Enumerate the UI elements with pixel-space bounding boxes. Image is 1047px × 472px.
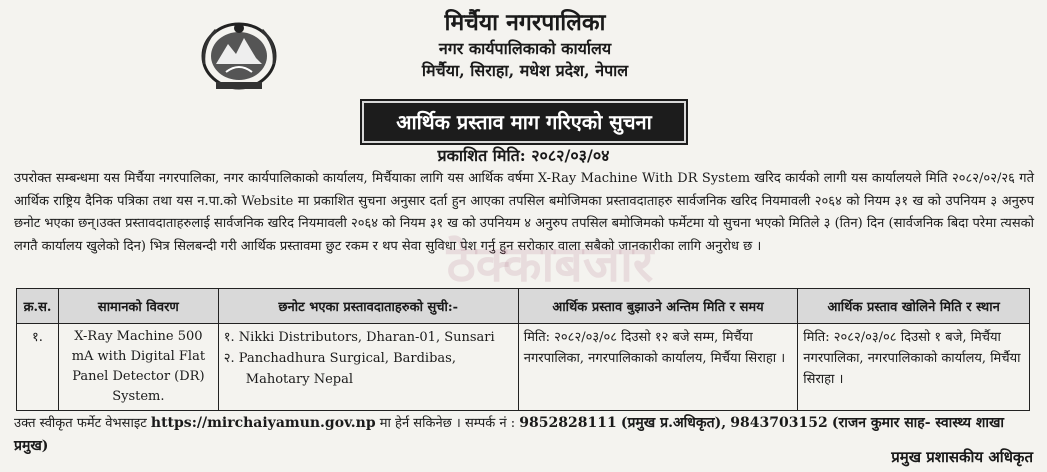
footer-text: मा हेर्न सकिनेछ । सम्पर्क नं :: [379, 416, 516, 431]
office-name: नगर कार्यपालिकाको कार्यालय: [438, 39, 612, 58]
watermark: ठेक्काबजार: [446, 235, 654, 293]
supplier-table: [16, 288, 1030, 411]
nepal-government-emblem-icon: [196, 14, 282, 92]
cell-deadline: मिति: २०८२/०३/०८ दिउसो १२ बजे सम्म, मिर्चैया नगरपालिका, नगरपालिकाको कार्यालय, मिर्चैया सिराहा ।: [518, 324, 798, 411]
supplier-item: २. Panchadhura Surgical, Bardibas,: [223, 351, 456, 366]
cell-item-description: X-Ray Machine 500 mA with Digital Flat Panel Detector (DR) System.: [58, 324, 218, 411]
organization-name: मिर्चैया नगरपालिका: [444, 9, 606, 36]
phone-number: 9843703152: [730, 415, 828, 431]
website-link[interactable]: https://mirchaiyamun.gov.np: [150, 415, 376, 431]
supplier-item: १. Nikki Distributors, Dharan-01, Sunsari: [223, 330, 495, 345]
notice-title-banner: आर्थिक प्रस्ताव माग गरिएको सुचना: [362, 101, 686, 143]
office-address: मिर्चैया, सिराहा, मधेश प्रदेश, नेपाल: [421, 61, 629, 80]
phone-number: 9852828111: [519, 415, 617, 431]
cell-sn: १.: [17, 324, 59, 411]
published-date: प्रकाशित मिति: २०८२/०३/०४: [437, 146, 610, 165]
col-header-suppliers: छनोट भएका प्रस्तावदाताहरुको सुची:-: [218, 289, 518, 324]
col-header-deadline: आर्थिक प्रस्ताव बुझाउने अन्तिम मिति र समय: [518, 289, 798, 324]
table-row: [17, 324, 1030, 411]
signature-title: प्रमुख प्रशासकीय अधिकृत: [891, 448, 1033, 466]
cell-opening: मिति: २०८२/०३/०८ दिउसो १ बजे, मिर्चैया नगरपालिका, नगरपालिकाको कार्यालय, मिर्चैया सिराहा ।: [798, 324, 1030, 411]
footer-text: उक्त स्वीकृत फर्मेट वेभसाइट: [14, 416, 147, 431]
phone-label: (राजन कुमार साह- स्वास्थ्य शाखा प्रमुख): [14, 415, 1005, 454]
col-header-item: सामानको विवरण: [58, 289, 218, 324]
supplier-item-continued: Mahotary Nepal: [245, 372, 354, 387]
col-header-sn: क्र.स.: [17, 289, 59, 324]
notice-body-paragraph: उपरोक्त सम्बन्धमा यस मिर्चैया नगरपालिका, नगर कार्यपालिकाको कार्यालय, मिर्चैयाका लागि यस आर्थिक वर्षमा X-Ray Machine With DR System खरिद कार्यको लागी यस कार्यालयले मिति २०८२/०२/२६ गते आर्थिक राष्ट्रिय दैनिक पत्रिका तथा यस न.पा.को Website मा प्रकाशित सुचना अनुसार दर्ता हुन आएका तपसिल बमोजिमका प्रस्तावदाताहरु सार्वजनिक खरिद नियमावली २०६४ को नियम ३१ ख को उपनियम ३ अनुरुप छनोट भएका छन्।उक्त प्रस्तावदाताहरुलाई सार्वजनिक खरिद नियमावली २०६४ को नियम ३१ ख को उपनियम ४ अनुरुप तपसिल बमोजिमको फर्मेटमा यो सुचना भएको मितिले ३ (तिन) दिन (सार्वजनिक बिदा परेमा त्यसको लगतै कार्यालय खुलेको दिन) भित्र सिलबन्दी गरी आर्थिक प्रस्तावमा छुट रकम र थप सेवा सुविधा पेश गर्नु हुन सरोकार वाला सबैको जानकारीका लागि अनुरोध छ ।: [14, 171, 1034, 254]
cell-supplier-list: [218, 324, 518, 411]
table-header-row: [17, 289, 1030, 324]
letterhead: [300, 8, 750, 82]
contact-footer: [14, 412, 1034, 458]
col-header-opening: आर्थिक प्रस्ताव खोलिने मिति र स्थान: [798, 289, 1030, 324]
phone-label: (प्रमुख प्र.अधिकृत),: [620, 415, 727, 431]
